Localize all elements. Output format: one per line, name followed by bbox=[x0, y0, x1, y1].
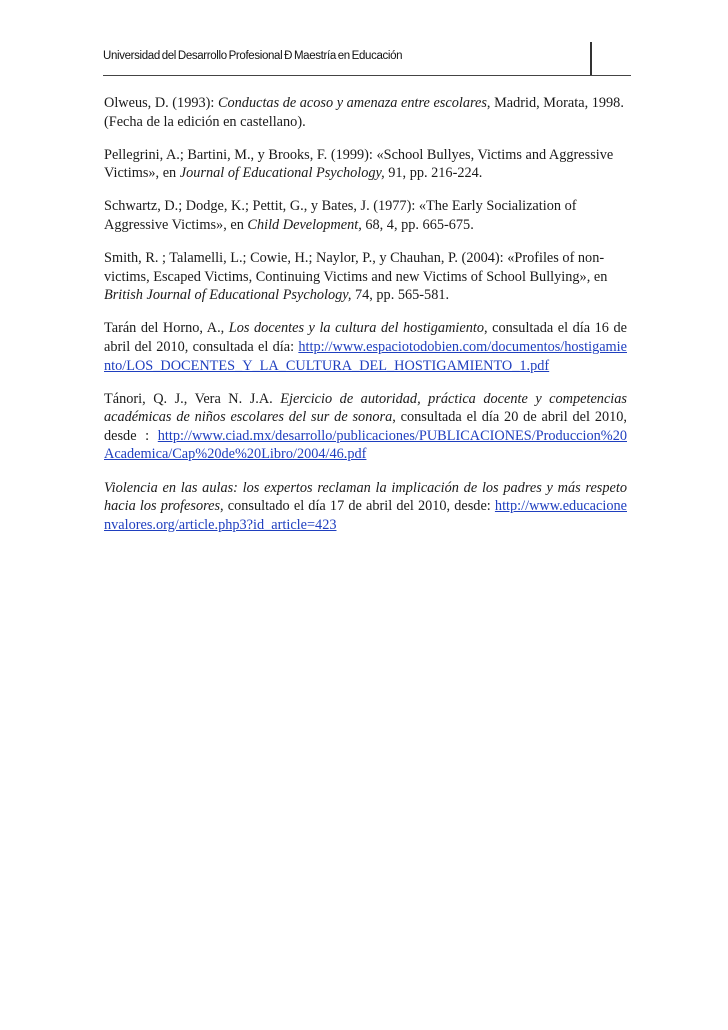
reference-authors: Schwartz, D.; Dodge, K.; Pettit, G., y Bates, J. (1977): «The Early Socialization of Aggressive Victims», en bbox=[104, 198, 577, 233]
reference-title: Los docentes y la cultura del hostigamiento bbox=[228, 320, 484, 337]
reference-journal: British Journal of Educational Psychology, bbox=[104, 287, 352, 304]
reference-authors: Tarán del Horno, A., bbox=[104, 320, 229, 337]
reference-olweus bbox=[104, 94, 627, 131]
reference-smith bbox=[104, 249, 627, 305]
reference-details: 74, pp. 565-581. bbox=[351, 287, 450, 304]
reference-journal: Child Development, bbox=[247, 216, 362, 233]
header-vertical-rule bbox=[590, 42, 592, 75]
reference-authors: Tánori, Q. J., Vera N. J.A. bbox=[104, 390, 281, 407]
reference-link[interactable]: http://www.educacionenvalores.org/article.php3?id_article=423 bbox=[104, 498, 627, 533]
reference-title: Conductas de acoso y amenaza entre escolares bbox=[217, 95, 487, 111]
reference-authors: Olweus, D. (1993): bbox=[104, 95, 218, 111]
page-header bbox=[103, 40, 631, 77]
reference-tanori bbox=[104, 390, 627, 464]
reference-list bbox=[104, 94, 627, 549]
reference-schwartz bbox=[104, 197, 627, 234]
reference-pellegrini bbox=[104, 146, 627, 183]
reference-details: 91, pp. 216-224. bbox=[384, 165, 483, 182]
reference-violencia bbox=[104, 479, 627, 535]
header-rule bbox=[103, 75, 631, 76]
reference-details: , consultado el día 17 de abril del 2010, desde: bbox=[220, 498, 495, 515]
reference-link[interactable]: http://www.ciad.mx/desarrollo/publicaciones/PUBLICACIONES/Produccion%20Academica/Cap%20de%20Libro/2004/46.pdf bbox=[104, 427, 627, 463]
reference-link[interactable]: http://www.espaciotodobien.com/documentos/hostigamiento/LOS_DOCENTES_Y_LA_CULTURA_DEL_HOSTIGAMIENTO_1.pdf bbox=[104, 338, 627, 374]
reference-journal: Journal of Educational Psychology, bbox=[179, 165, 385, 182]
reference-title: Ejercicio de autoridad, práctica docente y competencias académicas de niños escolares del sur de sonora bbox=[104, 390, 627, 426]
reference-details: 68, 4, pp. 665-675. bbox=[361, 216, 474, 233]
reference-details: , Madrid, Morata, 1998. (Fecha de la edición en castellano). bbox=[104, 95, 624, 130]
reference-details: , consultada el día 20 de abril del 2010, desde : bbox=[104, 409, 627, 444]
reference-authors: Smith, R. ; Talamelli, L.; Cowie, H.; Naylor, P., y Chauhan, P. (2004): «Profiles of non-victims, Escaped Victims, Continuing Victims and new Victims of School Bullying», en bbox=[104, 250, 608, 285]
reference-taran bbox=[104, 319, 627, 375]
header-title: Universidad del Desarrollo Profesional Ð Maestría en Educación bbox=[103, 50, 403, 62]
reference-authors: Pellegrini, A.; Bartini, M., y Brooks, F. (1999): «School Bullyes, Victims and Aggressive Victims», en bbox=[104, 146, 614, 182]
reference-details: , consultada el día 16 de abril del 2010, consultada el día: bbox=[104, 320, 627, 355]
reference-title: Violencia en las aulas: los expertos reclaman la implicación de los padres y más respeto hacia los profesores bbox=[104, 479, 627, 515]
